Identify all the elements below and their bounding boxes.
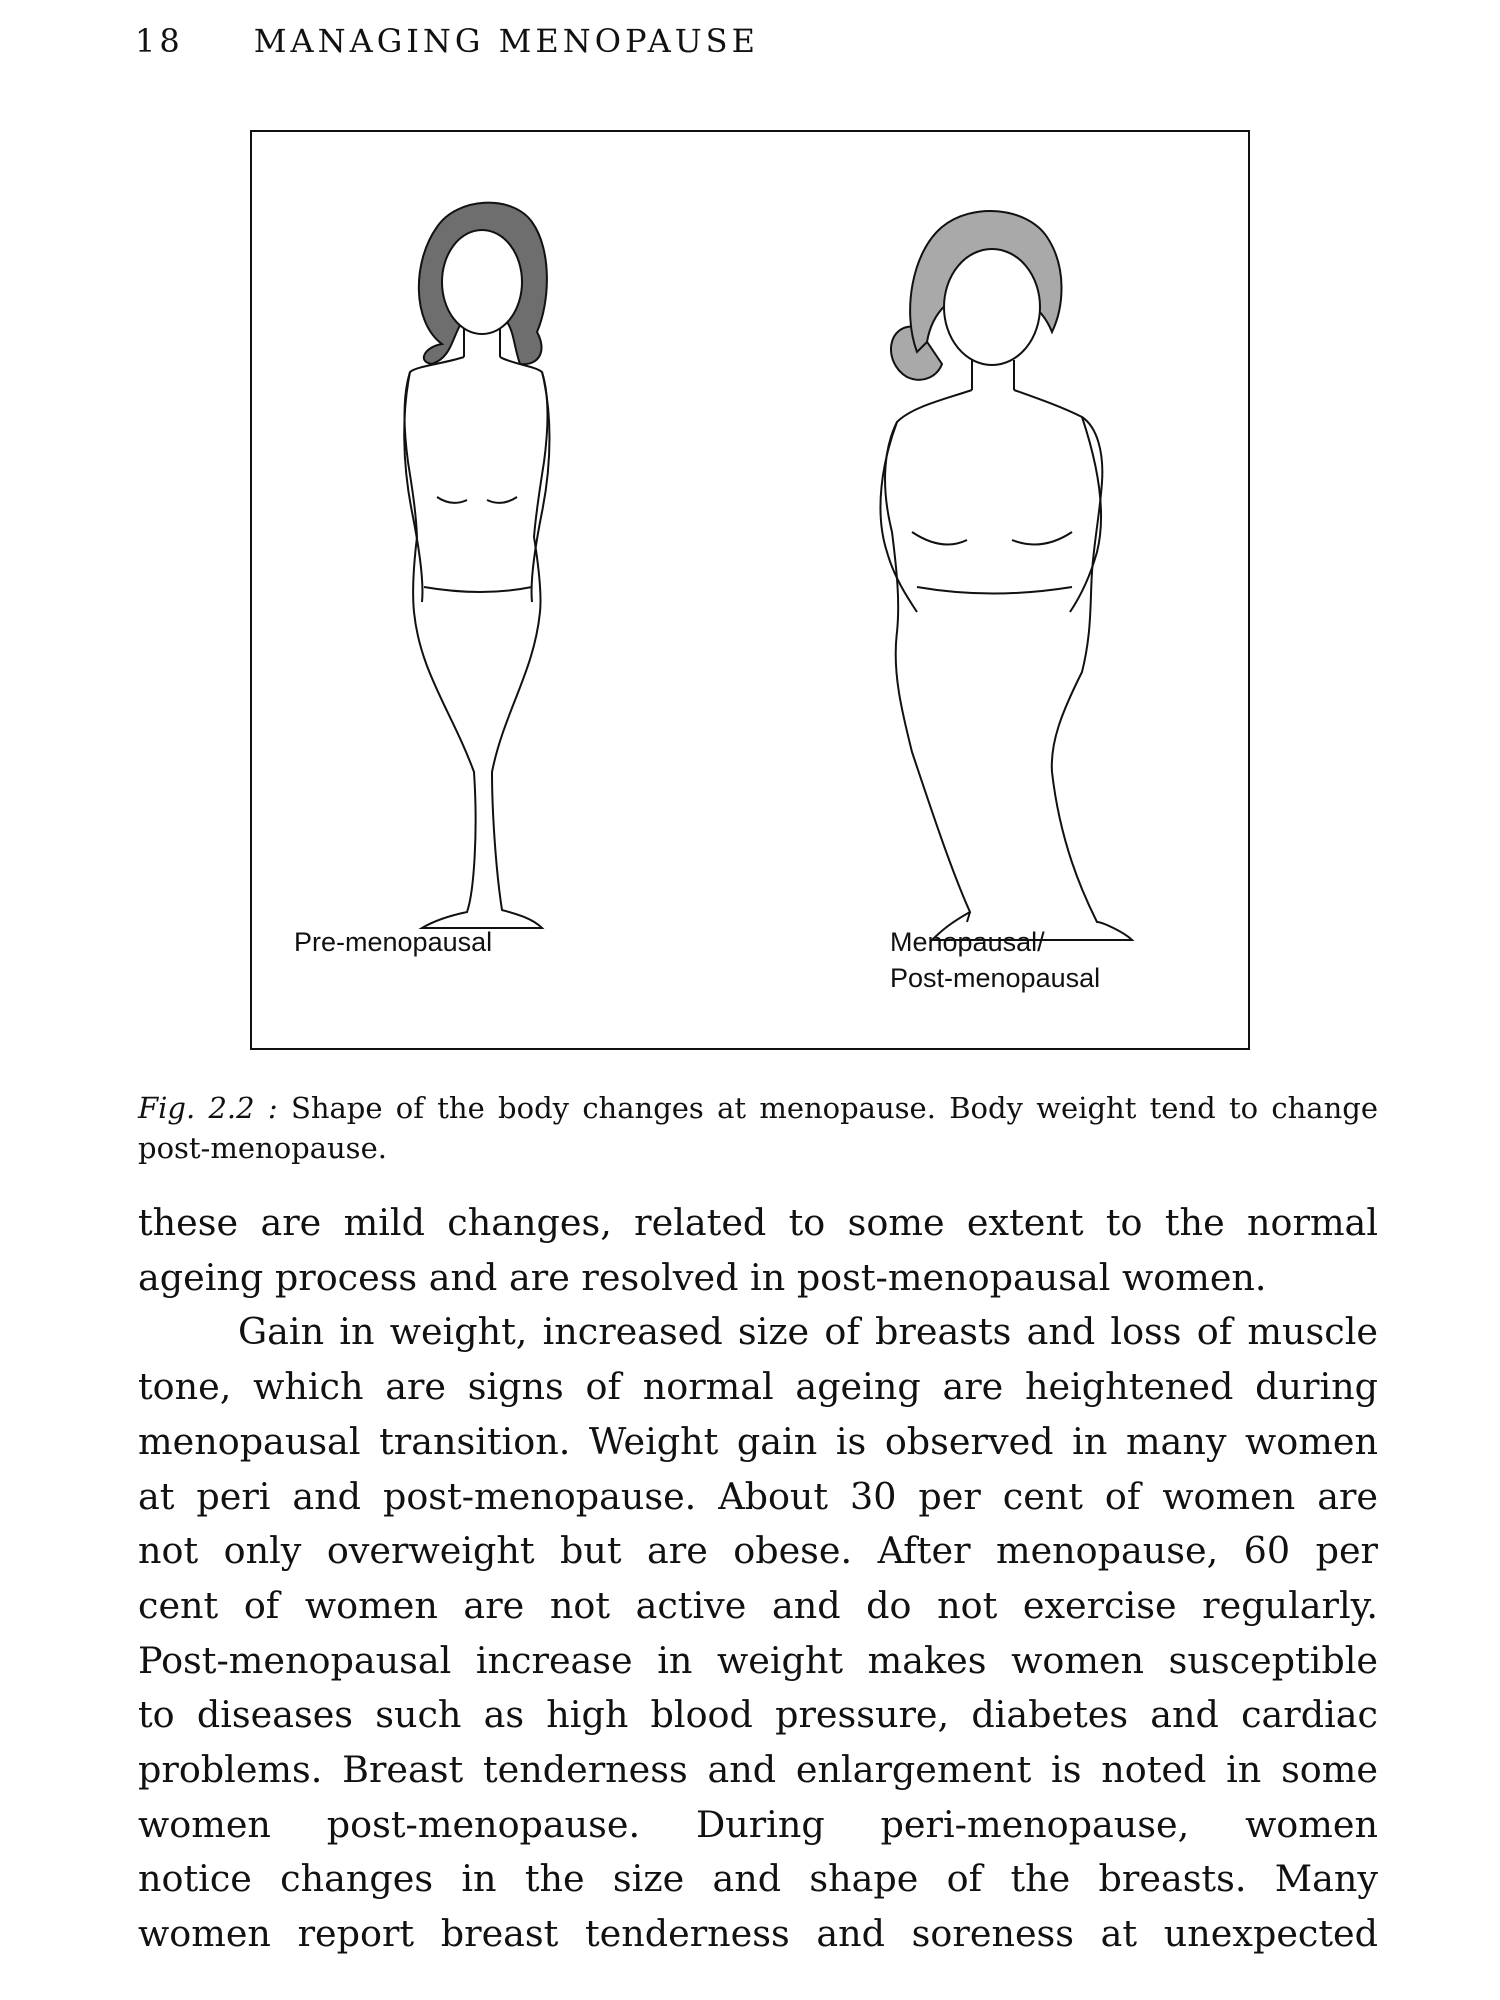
body-line: women report breast tenderness and soreness at unexpected <box>138 1912 1378 1956</box>
figure-label-pre-text: Pre-menopausal <box>294 927 493 957</box>
pre-torso <box>405 357 548 928</box>
body-line: to diseases such as high blood pressure, diabetes and cardiac <box>138 1693 1378 1737</box>
post-bust <box>912 532 1072 545</box>
figure-caption-text: Shape of the body changes at menopause. Body weight tend to change post-menopause. <box>138 1091 1379 1165</box>
body-line: tone, which are signs of normal ageing are heightened during <box>138 1365 1378 1409</box>
page-number: 18 <box>135 22 184 60</box>
body-line: not only overweight but are obese. After menopause, 60 per <box>138 1529 1378 1573</box>
body-line: notice changes in the size and shape of the breasts. Many <box>138 1857 1378 1901</box>
post-face <box>944 249 1040 365</box>
pre-bust <box>437 497 517 503</box>
running-title: MANAGING MENOPAUSE <box>253 22 759 60</box>
figure-label-post-menopausal <box>890 924 1100 996</box>
body-line: Gain in weight, increased size of breasts and loss of muscle <box>238 1310 1378 1354</box>
body-text <box>138 1196 1378 1962</box>
figure-box <box>250 130 1250 1050</box>
pre-face <box>442 230 522 334</box>
figure-label-post-line2: Post-menopausal <box>890 963 1101 993</box>
body-line: cent of women are not active and do not exercise regularly. <box>138 1583 1378 1627</box>
post-left-arm <box>880 422 917 612</box>
post-right-arm <box>1070 417 1101 612</box>
post-menopausal-figure <box>880 211 1132 940</box>
body-line: problems. Breast tenderness and enlargement is noted in some <box>138 1748 1378 1792</box>
pre-waist <box>424 587 532 592</box>
body-line: menopausal transition. Weight gain is observed in many women <box>138 1419 1378 1463</box>
running-head <box>135 22 759 60</box>
body-line: ageing process and are resolved in post-menopausal women. <box>138 1255 1267 1299</box>
body-line: women post-menopause. During peri-menopause, women <box>138 1802 1378 1846</box>
figure-caption-ref: Fig. 2.2 : <box>138 1091 278 1125</box>
pre-menopausal-figure <box>404 203 549 928</box>
body-line: these are mild changes, related to some extent to the normal <box>138 1201 1378 1244</box>
post-waist <box>917 587 1072 594</box>
figure-label-post-line1: Menopausal/ <box>890 927 1045 957</box>
figure-label-pre-menopausal <box>294 924 492 960</box>
post-torso <box>885 390 1132 940</box>
body-line: Post-menopausal increase in weight makes women susceptible <box>138 1638 1378 1682</box>
body-shape-illustration <box>252 132 1252 1052</box>
body-line: at peri and post-menopause. About 30 per cent of women are <box>138 1474 1378 1518</box>
figure-caption <box>138 1088 1378 1168</box>
